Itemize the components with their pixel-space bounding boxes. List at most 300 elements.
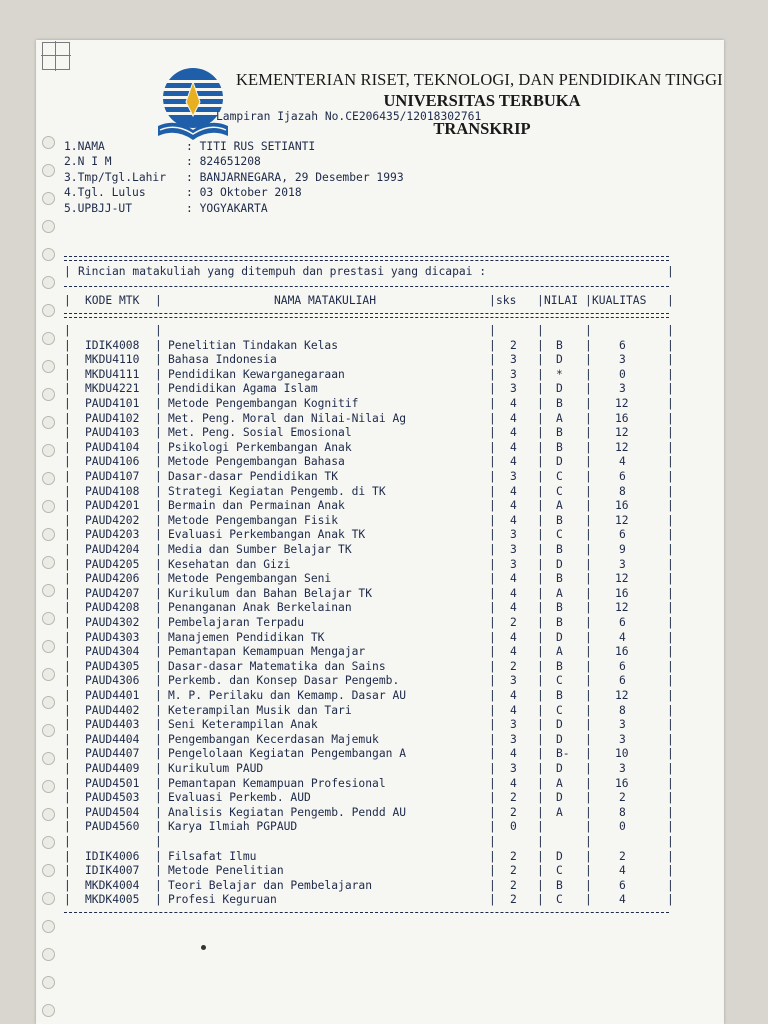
- student-info-row: [64, 139, 404, 154]
- course-quality: 6: [619, 470, 626, 483]
- column-separator: |: [585, 294, 592, 307]
- column-separator: |: [64, 397, 71, 410]
- column-separator: |: [667, 484, 674, 498]
- course-grade: B: [556, 440, 563, 454]
- punch-hole: [42, 500, 55, 513]
- course-quality: 8: [619, 703, 626, 717]
- course-quality: 4: [619, 630, 626, 644]
- course-name: Evaluasi Perkemb. AUD: [168, 791, 311, 805]
- course-code: PAUD4208: [85, 601, 140, 615]
- attachment-number: Lampiran Ijazah No.CE206435/12018302761: [216, 110, 482, 123]
- course-grade: B: [556, 689, 563, 702]
- column-separator: |: [64, 353, 71, 367]
- column-separator: |: [155, 718, 162, 732]
- column-separator: |: [667, 703, 674, 717]
- course-code: MKDU4111: [85, 367, 140, 381]
- column-separator: |: [489, 878, 496, 892]
- table-row: [64, 543, 672, 558]
- column-separator: |: [64, 528, 71, 542]
- course-code: PAUD4409: [85, 762, 140, 775]
- column-separator: |: [667, 586, 674, 600]
- column-separator: |: [585, 528, 592, 542]
- table-row: [64, 339, 672, 354]
- column-separator: |: [64, 776, 71, 790]
- column-separator: |: [489, 397, 496, 410]
- table-row: [64, 382, 672, 397]
- column-separator: |: [537, 776, 544, 790]
- column-separator: |: [667, 674, 674, 688]
- course-sks: 4: [510, 513, 517, 527]
- column-separator: |: [64, 294, 71, 307]
- column-separator: |: [667, 353, 674, 367]
- column-separator: |: [537, 718, 544, 732]
- column-separator: |: [64, 411, 71, 425]
- table-bottom-rule: [64, 912, 669, 913]
- table-row: [64, 572, 672, 587]
- column-separator: |: [667, 294, 674, 307]
- table-row: [64, 864, 672, 879]
- column-separator: |: [155, 586, 162, 600]
- column-separator: |: [537, 791, 544, 805]
- column-separator: |: [585, 440, 592, 454]
- course-name: Metode Pengembangan Bahasa: [168, 455, 345, 469]
- table-row: [64, 587, 672, 602]
- table-row: [64, 820, 672, 835]
- column-separator: |: [585, 732, 592, 746]
- course-grade: A: [556, 805, 563, 819]
- punch-hole: [42, 668, 55, 681]
- column-separator: |: [64, 426, 71, 440]
- column-separator: |: [585, 835, 592, 848]
- course-code: PAUD4403: [85, 718, 140, 732]
- column-separator: |: [155, 440, 162, 454]
- column-separator: |: [537, 367, 544, 381]
- column-separator: |: [489, 835, 496, 848]
- punch-holes: [36, 40, 60, 1024]
- student-info-label: 5.UPBJJ-UT: [64, 201, 133, 215]
- course-grade: C: [556, 674, 563, 688]
- column-separator: |: [537, 747, 544, 761]
- column-separator: |: [585, 864, 592, 878]
- table-header-row: [64, 294, 672, 309]
- course-sks: 4: [510, 601, 517, 615]
- course-name: Manajemen Pendidikan TK: [168, 630, 325, 644]
- table-row: [64, 718, 672, 733]
- course-sks: 4: [510, 703, 517, 717]
- table-caption-row: [64, 265, 672, 280]
- course-name: Pemantapan Kemampuan Mengajar: [168, 645, 366, 659]
- course-quality: 3: [619, 762, 626, 775]
- column-separator: |: [537, 324, 544, 337]
- punch-hole: [42, 864, 55, 877]
- column-separator: |: [667, 557, 674, 571]
- course-grade: C: [556, 528, 563, 542]
- column-separator: |: [64, 645, 71, 659]
- column-separator: |: [537, 689, 544, 702]
- course-name: Bermain dan Permainan Anak: [168, 499, 345, 513]
- course-name: Metode Pengembangan Seni: [168, 572, 332, 586]
- punch-hole: [42, 220, 55, 233]
- column-separator: |: [537, 557, 544, 571]
- course-name: Keterampilan Musik dan Tari: [168, 703, 352, 717]
- column-separator: |: [64, 572, 71, 586]
- course-quality: 16: [615, 586, 629, 600]
- course-code: PAUD4305: [85, 659, 140, 673]
- column-separator: |: [64, 805, 71, 819]
- column-separator: |: [537, 353, 544, 367]
- column-separator: |: [155, 324, 162, 337]
- course-name: Strategi Kegiatan Pengemb. di TK: [168, 484, 386, 498]
- table-row: [64, 397, 672, 412]
- course-quality: 8: [619, 484, 626, 498]
- punch-hole: [42, 136, 55, 149]
- column-separator: |: [155, 893, 162, 907]
- column-separator: |: [64, 601, 71, 615]
- column-separator: |: [489, 543, 496, 556]
- punch-hole: [42, 780, 55, 793]
- punch-hole: [42, 640, 55, 653]
- column-separator: |: [489, 659, 496, 673]
- course-code: PAUD4402: [85, 703, 140, 717]
- table-row: [64, 660, 672, 675]
- column-separator: |: [667, 747, 674, 761]
- course-sks: 2: [510, 893, 517, 907]
- column-separator: |: [155, 776, 162, 790]
- course-quality: 12: [615, 601, 629, 615]
- table-row: [64, 558, 672, 573]
- course-sks: 4: [510, 499, 517, 513]
- course-grade: C: [556, 864, 563, 878]
- course-sks: 4: [510, 689, 517, 702]
- column-separator: |: [585, 674, 592, 688]
- course-sks: 2: [510, 805, 517, 819]
- student-info-label: 3.Tmp/Tgl.Lahir: [64, 170, 167, 184]
- course-code: IDIK4008: [85, 338, 140, 352]
- table-row: [64, 674, 672, 689]
- student-info-row: [64, 185, 404, 200]
- course-sks: 2: [510, 791, 517, 805]
- column-separator: |: [64, 367, 71, 381]
- column-separator: |: [489, 849, 496, 863]
- course-grade: D: [556, 382, 563, 396]
- column-separator: |: [64, 455, 71, 469]
- column-separator: |: [667, 762, 674, 775]
- course-quality: 12: [615, 689, 629, 702]
- column-separator: |: [585, 543, 592, 556]
- column-separator: |: [64, 835, 71, 848]
- column-separator: |: [64, 849, 71, 863]
- column-separator: |: [155, 732, 162, 746]
- course-code: IDIK4007: [85, 864, 140, 878]
- column-separator: |: [489, 893, 496, 907]
- column-separator: |: [155, 499, 162, 513]
- course-quality: 6: [619, 338, 626, 352]
- column-separator: |: [489, 294, 496, 307]
- course-grade: A: [556, 411, 563, 425]
- course-grade: B: [556, 616, 563, 629]
- column-separator: |: [64, 630, 71, 644]
- table-row: [64, 879, 672, 894]
- column-separator: |: [64, 820, 71, 834]
- student-info-label: 4.Tgl. Lulus: [64, 186, 146, 200]
- column-separator: |: [537, 470, 544, 483]
- course-sks: 3: [510, 528, 517, 542]
- course-code: PAUD4303: [85, 630, 140, 644]
- punch-hole: [42, 416, 55, 429]
- course-quality: 4: [619, 455, 626, 469]
- course-quality: 12: [615, 513, 629, 527]
- column-separator: |: [537, 455, 544, 469]
- punch-hole: [42, 192, 55, 205]
- column-separator: |: [537, 732, 544, 746]
- column-separator: |: [64, 324, 71, 337]
- course-grade: B: [556, 426, 563, 440]
- column-separator: |: [667, 659, 674, 673]
- column-separator: |: [489, 499, 496, 513]
- course-name: Met. Peng. Moral dan Nilai-Nilai Ag: [168, 411, 407, 425]
- course-sks: 4: [510, 440, 517, 454]
- column-separator: |: [537, 411, 544, 425]
- column-separator: |: [489, 616, 496, 629]
- course-quality: 16: [615, 645, 629, 659]
- column-separator: |: [585, 878, 592, 892]
- course-name: Psikologi Perkembangan Anak: [168, 440, 352, 454]
- course-sks: 4: [510, 645, 517, 659]
- column-separator: |: [155, 484, 162, 498]
- course-sks: 3: [510, 367, 517, 381]
- course-quality: 12: [615, 440, 629, 454]
- course-code: PAUD4206: [85, 572, 140, 586]
- column-separator: |: [155, 557, 162, 571]
- course-grade: D: [556, 849, 563, 863]
- course-sks: 3: [510, 732, 517, 746]
- column-separator: |: [537, 543, 544, 556]
- column-separator: |: [489, 440, 496, 454]
- course-name: Metode Penelitian: [168, 864, 284, 878]
- column-separator: |: [537, 864, 544, 878]
- punch-hole: [42, 612, 55, 625]
- course-sks: 3: [510, 762, 517, 775]
- column-separator: |: [667, 805, 674, 819]
- column-separator: |: [585, 397, 592, 410]
- column-separator: |: [489, 820, 496, 834]
- column-separator: |: [537, 762, 544, 775]
- course-quality: 16: [615, 776, 629, 790]
- column-separator: |: [537, 586, 544, 600]
- course-name: Pendidikan Kewarganegaraan: [168, 367, 345, 381]
- punch-hole: [42, 556, 55, 569]
- course-code: PAUD4104: [85, 440, 140, 454]
- course-quality: 9: [619, 543, 626, 556]
- column-separator: |: [155, 878, 162, 892]
- course-code: PAUD4407: [85, 747, 140, 761]
- course-sks: 0: [510, 820, 517, 834]
- course-quality: 3: [619, 732, 626, 746]
- header-quality: KUALITAS: [592, 294, 647, 307]
- course-quality: 16: [615, 499, 629, 513]
- column-separator: |: [64, 791, 71, 805]
- course-sks: 2: [510, 659, 517, 673]
- punch-hole: [42, 248, 55, 261]
- column-separator: |: [155, 659, 162, 673]
- course-sks: 3: [510, 674, 517, 688]
- column-separator: |: [537, 878, 544, 892]
- course-sks: 4: [510, 484, 517, 498]
- column-separator: |: [537, 645, 544, 659]
- course-name: Pemantapan Kemampuan Profesional: [168, 776, 386, 790]
- column-separator: |: [64, 893, 71, 907]
- column-separator: |: [155, 820, 162, 834]
- column-separator: |: [667, 849, 674, 863]
- column-separator: |: [537, 440, 544, 454]
- course-name: Dasar-dasar Matematika dan Sains: [168, 659, 386, 673]
- column-separator: |: [585, 820, 592, 834]
- table-row: [64, 777, 672, 792]
- column-separator: |: [64, 338, 71, 352]
- column-separator: |: [155, 572, 162, 586]
- column-separator: |: [585, 426, 592, 440]
- table-row: [64, 485, 672, 500]
- punch-hole: [42, 752, 55, 765]
- course-name: Filsafat Ilmu: [168, 849, 257, 863]
- column-separator: |: [489, 732, 496, 746]
- course-quality: 6: [619, 616, 626, 629]
- column-separator: |: [537, 528, 544, 542]
- column-separator: |: [489, 324, 496, 337]
- table-row: [64, 893, 672, 908]
- column-separator: |: [64, 543, 71, 556]
- course-quality: 6: [619, 878, 626, 892]
- table-row: [64, 747, 672, 762]
- column-separator: |: [585, 572, 592, 586]
- column-separator: |: [155, 835, 162, 848]
- course-code: PAUD4304: [85, 645, 140, 659]
- course-name: Perkemb. dan Konsep Dasar Pengemb.: [168, 674, 400, 688]
- course-grade: C: [556, 484, 563, 498]
- course-name: Kurikulum dan Bahan Belajar TK: [168, 586, 373, 600]
- course-quality: 12: [615, 397, 629, 410]
- course-code: PAUD4306: [85, 674, 140, 688]
- column-separator: |: [64, 674, 71, 688]
- course-code: MKDK4004: [85, 878, 140, 892]
- course-grade: D: [556, 353, 563, 367]
- column-separator: |: [155, 616, 162, 629]
- course-name: Pembelajaran Terpadu: [168, 616, 305, 629]
- column-separator: |: [667, 820, 674, 834]
- course-quality: 3: [619, 353, 626, 367]
- column-separator: |: [667, 440, 674, 454]
- column-separator: |: [667, 426, 674, 440]
- column-separator: |: [155, 674, 162, 688]
- column-separator: |: [155, 426, 162, 440]
- column-separator: |: [537, 601, 544, 615]
- column-separator: |: [537, 835, 544, 848]
- course-sks: 4: [510, 630, 517, 644]
- student-info: [64, 139, 404, 216]
- course-code: PAUD4101: [85, 397, 140, 410]
- course-sks: 4: [510, 455, 517, 469]
- course-grade: B: [556, 572, 563, 586]
- column-separator: |: [537, 572, 544, 586]
- column-separator: |: [585, 382, 592, 396]
- column-separator: |: [585, 367, 592, 381]
- column-separator: |: [585, 616, 592, 629]
- table-row: [64, 616, 672, 631]
- punch-hole: [42, 528, 55, 541]
- column-separator: |: [64, 747, 71, 761]
- course-quality: 4: [619, 864, 626, 878]
- course-quality: 2: [619, 791, 626, 805]
- column-separator: |: [537, 484, 544, 498]
- column-separator: |: [585, 791, 592, 805]
- column-separator: |: [585, 513, 592, 527]
- course-name: Kurikulum PAUD: [168, 762, 264, 775]
- column-separator: |: [64, 484, 71, 498]
- student-info-label: 1.NAMA: [64, 140, 105, 153]
- corner-crop-mark: [42, 42, 70, 70]
- course-name: Kesehatan dan Gizi: [168, 557, 291, 571]
- column-separator: |: [155, 338, 162, 352]
- column-separator: |: [585, 484, 592, 498]
- course-name: Penanganan Anak Berkelainan: [168, 601, 352, 615]
- course-name: Pengelolaan Kegiatan Pengembangan A: [168, 747, 407, 761]
- punch-hole: [42, 584, 55, 597]
- column-separator: |: [64, 732, 71, 746]
- column-separator: |: [489, 470, 496, 483]
- course-grade: B: [556, 543, 563, 556]
- punch-hole: [42, 304, 55, 317]
- table-row: [64, 704, 672, 719]
- course-grade: D: [556, 630, 563, 644]
- column-separator: |: [585, 630, 592, 644]
- column-separator: |: [667, 645, 674, 659]
- course-name: Metode Pengembangan Kognitif: [168, 397, 359, 410]
- column-separator: |: [667, 367, 674, 381]
- course-quality: 12: [615, 426, 629, 440]
- table-spacer-row: [64, 324, 672, 339]
- column-separator: |: [667, 513, 674, 527]
- course-quality: 3: [619, 557, 626, 571]
- column-separator: |: [667, 791, 674, 805]
- punch-hole: [42, 920, 55, 933]
- column-separator: |: [489, 762, 496, 775]
- column-separator: |: [489, 528, 496, 542]
- column-separator: |: [489, 338, 496, 352]
- column-separator: |: [537, 703, 544, 717]
- header-sks: sks: [496, 294, 517, 307]
- course-name: Met. Peng. Sosial Emosional: [168, 426, 352, 440]
- column-separator: |: [585, 601, 592, 615]
- column-separator: |: [155, 601, 162, 615]
- column-separator: |: [585, 586, 592, 600]
- course-sks: 3: [510, 353, 517, 367]
- column-separator: |: [585, 411, 592, 425]
- column-separator: |: [155, 367, 162, 381]
- course-code: PAUD4501: [85, 776, 140, 790]
- course-quality: 3: [619, 382, 626, 396]
- course-quality: 3: [619, 718, 626, 732]
- course-sks: 3: [510, 470, 517, 483]
- column-separator: |: [537, 499, 544, 513]
- course-grade: D: [556, 557, 563, 571]
- course-name: Dasar-dasar Pendidikan TK: [168, 470, 339, 483]
- column-separator: |: [155, 864, 162, 878]
- column-separator: |: [585, 499, 592, 513]
- column-separator: |: [64, 762, 71, 775]
- course-sks: 2: [510, 338, 517, 352]
- course-code: MKDU4110: [85, 353, 140, 367]
- column-separator: |: [667, 572, 674, 586]
